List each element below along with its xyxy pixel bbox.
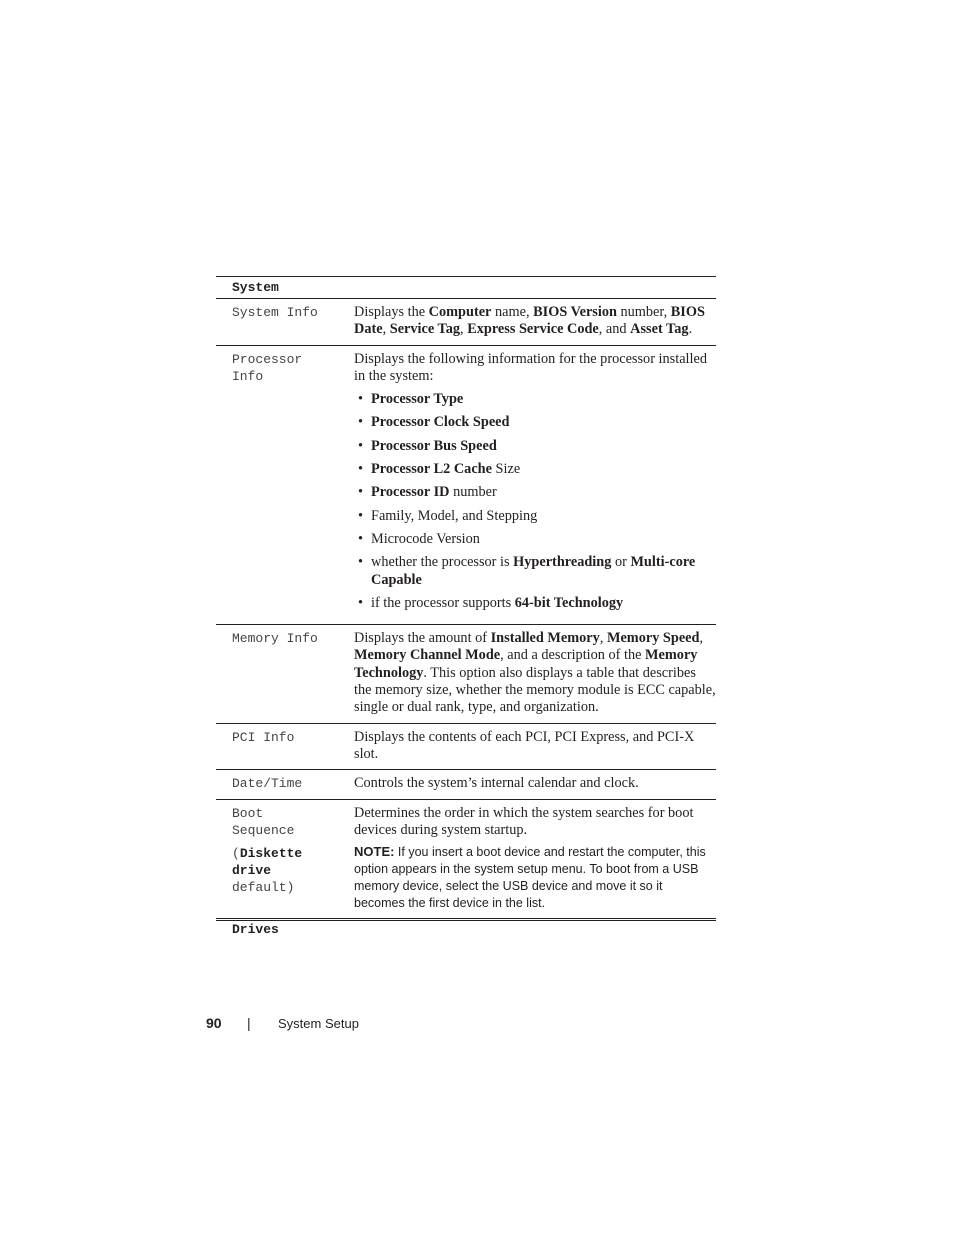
table-row-processor-info — [216, 346, 716, 626]
list-item — [354, 438, 716, 455]
list-item — [354, 391, 716, 408]
text-fragment: . This option also displays a table that describes the memory size, whether the memory module is ECC capable, single or dual rank, type, and organization. — [354, 664, 716, 716]
text-fragment: Family, Model, and Stepping — [371, 507, 538, 524]
text-fragment: , and — [598, 321, 631, 338]
bold-term: Computer — [428, 304, 492, 320]
bold-term: Multi-core Capable — [371, 554, 696, 588]
bold-term: 64-bit Technology — [514, 594, 624, 611]
bold-term: Memory Speed — [606, 630, 700, 647]
text-fragment: number — [449, 484, 497, 501]
bullet-icon: • — [358, 437, 364, 454]
bold-term: Processor Bus Speed — [371, 437, 497, 454]
table-row-pci-info — [216, 724, 716, 771]
drives-section-title: Drives — [232, 922, 279, 937]
option-description: Displays the contents of each PCI, PCI Express, and PCI-X slot. — [354, 728, 695, 762]
bullet-icon: • — [358, 414, 364, 431]
bold-term: Processor Clock Speed — [371, 414, 510, 431]
drives-table — [216, 918, 716, 942]
option-description: Controls the system’s internal calendar and clock. — [354, 775, 639, 792]
option-description — [354, 304, 716, 339]
bullet-icon: • — [358, 461, 364, 478]
table-row-boot-sequence — [216, 800, 716, 922]
option-name — [216, 805, 354, 913]
note — [354, 843, 716, 912]
system-table-header — [216, 276, 716, 299]
bullet-icon: • — [358, 530, 364, 547]
page-number: 90 — [206, 1015, 222, 1031]
bold-term: Installed Memory — [490, 630, 600, 647]
option-name-line: Info — [232, 368, 264, 384]
text-fragment: , — [599, 630, 607, 647]
bold-term: BIOS Date — [354, 304, 705, 338]
bold-term: Express Service Code — [467, 321, 599, 338]
bullet-icon: • — [358, 594, 364, 611]
bold-term: Service Tag — [389, 321, 461, 338]
option-description — [354, 630, 716, 716]
text-fragment: whether the processor is — [371, 554, 514, 571]
note-label: NOTE: — [354, 844, 395, 860]
text-fragment: if the processor supports — [371, 594, 515, 611]
system-section-title: System — [232, 280, 279, 295]
text-fragment: Displays the — [354, 304, 429, 320]
default-value: (Diskette drive default) — [232, 845, 303, 895]
option-name-line: Boot — [232, 805, 264, 821]
option-description — [354, 351, 716, 619]
footer-section-title: System Setup — [278, 1016, 359, 1031]
bold-term: Memory Technology — [354, 647, 698, 681]
text-fragment: , — [382, 321, 390, 338]
bullet-icon: • — [358, 507, 364, 524]
drives-table-header — [216, 918, 716, 942]
list-item — [354, 531, 716, 548]
option-name — [216, 351, 354, 619]
option-name-line: Processor — [232, 351, 303, 367]
system-table — [216, 276, 716, 921]
footer-separator: | — [247, 1015, 251, 1031]
text-fragment: Size — [491, 461, 521, 478]
bold-term: Asset Tag — [630, 321, 689, 338]
bold-term: BIOS Version — [533, 304, 617, 320]
text-fragment: , — [699, 630, 704, 647]
option-name: PCI Info — [232, 729, 295, 745]
bold-term: Processor Type — [371, 391, 464, 408]
option-name: Memory Info — [232, 631, 318, 647]
text-fragment: name, — [491, 304, 534, 320]
table-row-date-time — [216, 770, 716, 799]
description-text: Determines the order in which the system searches for boot devices during system startup. — [354, 804, 694, 838]
list-item — [354, 461, 716, 478]
note-text: If you insert a boot device and restart the computer, this option appears in the system setup menu. To boot from a USB memory device, select the USB device and move it so it becomes the first device in the list. — [354, 845, 706, 911]
processor-info-list — [354, 391, 716, 612]
text-fragment: , and a description of the — [500, 647, 646, 664]
bullet-icon: • — [358, 554, 364, 571]
bold-term: Memory Channel Mode — [354, 647, 501, 664]
text-fragment: or — [611, 554, 631, 571]
table-row-system-info — [216, 299, 716, 346]
bullet-icon: • — [358, 484, 364, 501]
list-item — [354, 414, 716, 431]
text-fragment: , — [460, 321, 468, 338]
list-item — [354, 484, 716, 501]
text-fragment: . — [688, 321, 693, 338]
text-fragment: Microcode Version — [371, 530, 480, 547]
option-name: System Info — [232, 305, 318, 320]
bold-term: Processor L2 Cache — [371, 461, 492, 478]
bold-term: Processor ID — [371, 484, 450, 501]
table-row-memory-info — [216, 625, 716, 723]
bold-term: Hyperthreading — [513, 554, 612, 571]
bullet-icon: • — [358, 391, 364, 408]
list-item — [354, 554, 716, 589]
list-item — [354, 508, 716, 525]
text-fragment: number, — [616, 304, 671, 320]
option-name: Date/Time — [232, 776, 303, 792]
description-text: Displays the following information for the processor installed in the system: — [354, 350, 707, 384]
option-description — [354, 805, 716, 913]
list-item — [354, 595, 716, 612]
option-name-line: Sequence — [232, 822, 295, 838]
text-fragment: Displays the amount of — [354, 630, 491, 647]
